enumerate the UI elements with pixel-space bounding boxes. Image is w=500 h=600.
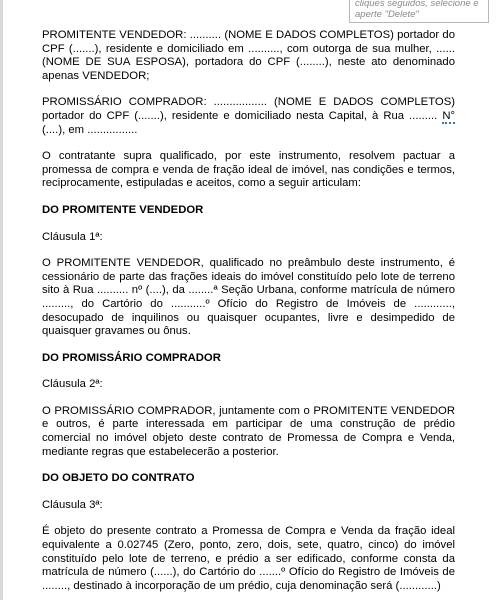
clause-3-label: Cláusula 3ª: [42, 498, 103, 511]
buyer-intro-paragraph [42, 96, 455, 137]
clause-2-text: O PROMISSÁRIO COMPRADOR, juntamente com o PROMITENTE VENDEDOR e outros, é parte interessada em participar de uma construção de prédio comercial no imóvel objeto deste contrato de Promessa de Compra e Venda, mediante regras que estabelecerão a posterior. [42, 404, 455, 458]
contract-intro-paragraph: O contratante supra qualificado, por este instrumento, resolvem pactuar a promessa de compra e venda de fração ideal de imóvel, nas condições e termos, reciprocamente, estipuladas e aceitos, como a seguir articulam: [42, 150, 455, 190]
section-heading-object: DO OBJETO DO CONTRATO [42, 472, 195, 485]
section-heading-buyer: DO PROMISSÁRIO COMPRADOR [42, 351, 221, 364]
clause-1-text: O PROMITENTE VENDEDOR, qualificado no preâmbulo deste instrumento, é cessionário de parte das frações ideais do imóvel constituído pelo lote de terreno sito à Rua .......... nº (....), da ........ª Seção Urbana, conforme matrícula de número ........., do Cartório do ...........º Ofício do Registro de Imóveis de ............, desocupado de inquilinos ou quaisquer ocupantes, livre e desimpedido de quaisquer gravames ou ônus. [42, 257, 455, 338]
page-edge [0, 0, 3, 600]
document-body[interactable] [42, 0, 455, 593]
spelling-flag: N° [442, 109, 455, 122]
comment-text: cliques seguidos, selecione e aperte "Delete" [355, 0, 479, 20]
clause-1-label: Cláusula 1ª: [42, 230, 103, 243]
vendor-intro-paragraph: PROMITENTE VENDEDOR: .......... (NOME E DADOS COMPLETOS) portador do CPF (.......), residente e domiciliado em .........., com outorga de sua mulher, ...... (NOME DE SUA ESPOSA), portadora do CPF (........), neste ato denominado apenas VENDEDOR; [42, 29, 455, 82]
buyer-intro-end: (....), em ................ [42, 123, 138, 136]
section-heading-vendor: DO PROMITENTE VENDEDOR [42, 203, 204, 216]
clause-3-text: É objeto do presente contrato a Promessa de Compra e Venda da fração ideal equivalente a 0.02745 (Zero, ponto, zero, dois, sete, quatro, cinco) do imóvel constituído pelo lote de terreno, e prédio a ser edificado, conforme consta da matrícula de número (......), do Cartório do .......º Ofício do Registro de Imóveis de ........, destinado à incorporação de um prédio, cuja denominação será (............) [42, 525, 455, 592]
clause-2-label: Cláusula 2ª: [42, 378, 103, 391]
buyer-intro-start: PROMISSÁRIO COMPRADOR: ................. (NOME E DADOS COMPLETOS) portador do CPF (.......), residente e domiciliado nesta Capital, à Rua ......... [42, 96, 455, 122]
